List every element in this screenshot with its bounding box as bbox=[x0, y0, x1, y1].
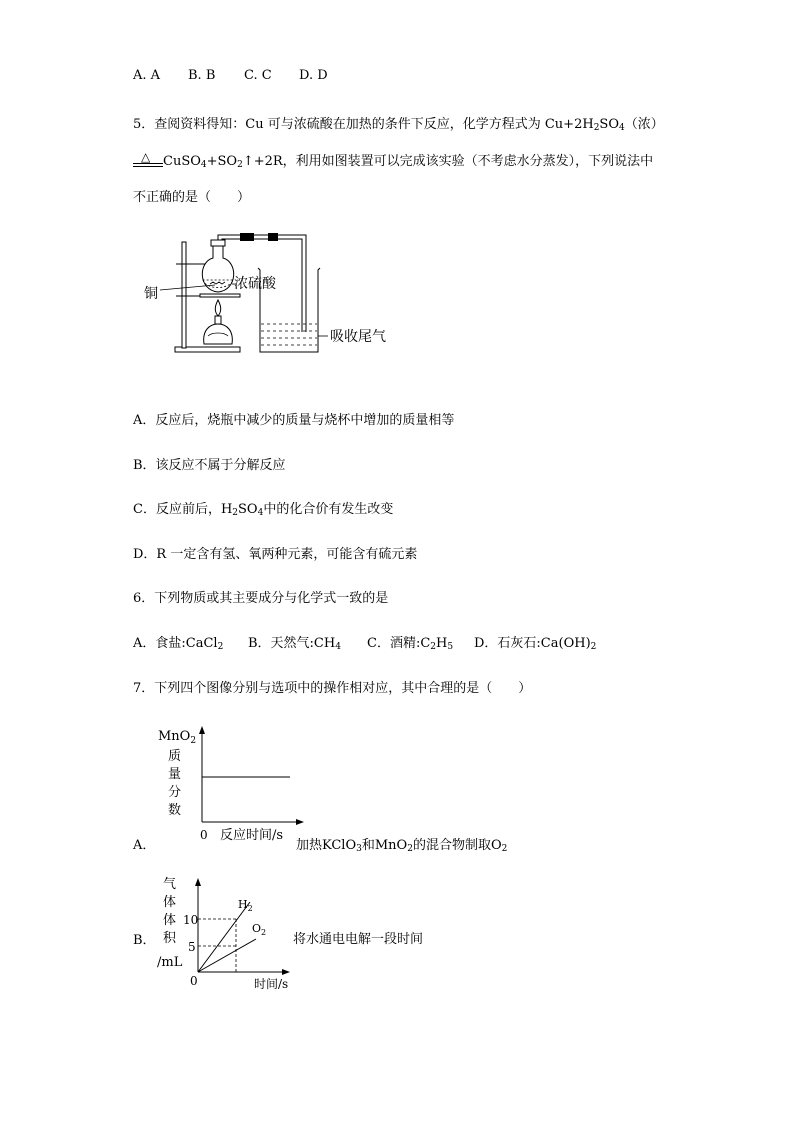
graph-b-o2-line bbox=[198, 939, 256, 972]
q5-option-c: C．反应前后，$H_2SO_4$中的化合价有发生改变 bbox=[133, 502, 394, 518]
graph-b-y-char-3: 体 bbox=[163, 913, 177, 928]
graph-b-h2-label: $H_2$ bbox=[238, 898, 253, 913]
rubber-joint bbox=[240, 233, 254, 241]
graph-a-y-char-2: 量 bbox=[168, 767, 182, 782]
q5-stem-line3: 不正确的是（ ） bbox=[133, 190, 251, 205]
q7-stem: 7．下列四个图像分别与选项中的操作相对应，其中合理的是（ ） bbox=[133, 681, 532, 696]
q4-option-d: D. D bbox=[299, 68, 328, 83]
q6-option-a: A．食盐:CaCl$_2$ bbox=[133, 636, 224, 652]
q7-option-a-desc: 加热KClO$_3$和MnO$_2$的混合物制取$O_2$ bbox=[296, 838, 508, 854]
q5-stem-line1: 5．查阅资料得知：Cu 可与浓硫酸在加热的条件下反应，化学方程式为 $Cu+2H_2SO_4$（浓） bbox=[133, 117, 664, 133]
graph-b-y-char-1: 气 bbox=[163, 877, 177, 892]
graph-a-y-title: MnO$_2$ bbox=[158, 729, 197, 746]
alcohol-lamp bbox=[204, 324, 233, 344]
graph-b-y-char-4: 积 bbox=[163, 931, 177, 946]
q6-option-c: C．酒精$:C_2H_5$ bbox=[367, 636, 454, 652]
graph-a-origin: 0 bbox=[200, 828, 208, 842]
graph-b-h2-line bbox=[198, 902, 250, 972]
q7-option-b-label: B． bbox=[133, 933, 156, 948]
q6-stem: 6．下列物质或其主要成分与化学式一致的是 bbox=[133, 591, 389, 606]
q6-option-d: D．石灰石$:Ca(OH)_2$ bbox=[474, 636, 597, 652]
stand-rod bbox=[182, 242, 186, 348]
copper-label: 铜 bbox=[144, 286, 158, 302]
q5-option-d: D．R 一定含有氢、氧两种元素，可能含有硫元素 bbox=[133, 547, 418, 562]
graph-b bbox=[150, 872, 300, 1000]
stopper bbox=[211, 240, 225, 246]
graph-b-origin: 0 bbox=[190, 974, 198, 988]
q4-option-c: C. C bbox=[244, 68, 272, 83]
graph-b-o2-label: $O_2$ bbox=[252, 922, 267, 937]
graph-a-x-label: 反应时间/s bbox=[220, 828, 284, 843]
acid-label: 浓硫酸 bbox=[234, 276, 276, 292]
graph-b-y-char-2: 体 bbox=[163, 895, 177, 910]
q5-stem-line2: △ $CuSO_4+SO_2↑+2R$，利用如图装置可以完成该实验（不考虑水分蒸发），下列说法中 bbox=[133, 150, 653, 169]
wire-gauze bbox=[200, 294, 240, 297]
graph-a-y-char-3: 分 bbox=[168, 785, 182, 800]
heat-condition-symbol bbox=[133, 152, 163, 168]
graph-a bbox=[150, 722, 310, 847]
graph-b-x-label: 时间/s bbox=[254, 977, 289, 991]
graph-b-tick-10: 10 bbox=[183, 913, 199, 927]
q5-option-b: B．该反应不属于分解反应 bbox=[133, 458, 286, 473]
q4-option-a: A. A bbox=[133, 68, 161, 83]
graph-b-y-unit: /mL bbox=[157, 955, 183, 970]
apparatus-figure bbox=[140, 232, 400, 360]
absorb-label: 吸收尾气 bbox=[330, 329, 386, 345]
graph-a-y-char-1: 质 bbox=[168, 749, 182, 764]
flame bbox=[215, 300, 220, 316]
q6-option-b: B．天然气$:CH_4$ bbox=[248, 636, 341, 652]
copper-leader bbox=[160, 285, 215, 290]
q4-option-b: B. B bbox=[188, 68, 216, 83]
q7-option-b-desc: 将水通电电解一段时间 bbox=[293, 932, 424, 947]
q5-option-a: A．反应后，烧瓶中减少的质量与烧杯中增加的质量相等 bbox=[133, 413, 455, 428]
equation-double-bar bbox=[133, 163, 163, 167]
absorbing-solution bbox=[261, 324, 317, 345]
graph-b-tick-5: 5 bbox=[188, 940, 196, 954]
graph-a-y-char-4: 数 bbox=[168, 803, 182, 818]
q7-option-a-label: A． bbox=[133, 838, 156, 853]
delta-sign: △ bbox=[141, 150, 151, 164]
